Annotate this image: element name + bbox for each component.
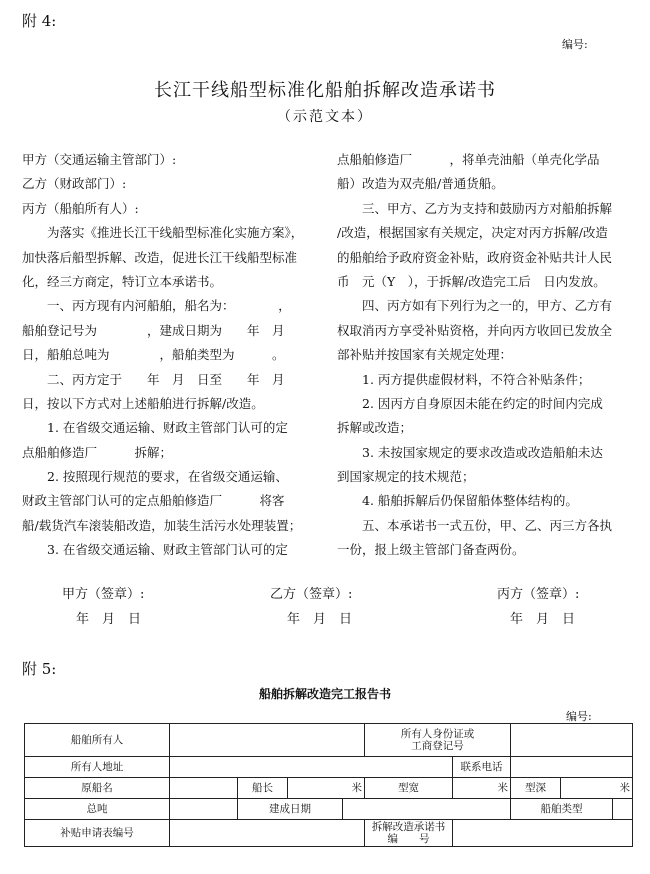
right-line: 的船舶给予政府资金补贴，政府资金补贴共计人民 bbox=[337, 249, 613, 265]
right-line: 币 元（Y ），于拆解/改造完工后 日内发放。 bbox=[337, 273, 606, 289]
address-label: 所有人地址 bbox=[25, 757, 170, 778]
ship-type-value[interactable] bbox=[613, 799, 633, 820]
left-line: 财政主管部门认可的定点船舶修造厂 将客 bbox=[22, 493, 285, 509]
document-subtitle: （示范文本） bbox=[277, 109, 373, 125]
left-column bbox=[22, 148, 327, 563]
depth-unit: 米 bbox=[561, 778, 633, 799]
owner-value[interactable] bbox=[170, 724, 365, 757]
left-line: 日，按以下方式对上述船舶进行拆解/改造。 bbox=[22, 395, 264, 411]
id-cert-value[interactable] bbox=[511, 724, 633, 757]
right-line: /改造，根据国家有关规定，决定对丙方拆解/改造 bbox=[337, 225, 608, 241]
right-line: 1. 丙方提供虚假材料，不符合补贴条件； bbox=[337, 371, 591, 387]
right-line: 3. 未按国家规定的要求改造或改造船舶未达 bbox=[337, 444, 603, 460]
signature-party-a: 甲方（签章）: bbox=[62, 587, 145, 602]
left-line: 丙方（船舶所有人）: bbox=[22, 200, 139, 216]
signature-date-b: 年 月 日 bbox=[287, 612, 353, 627]
length-unit: 米 bbox=[288, 778, 365, 799]
right-line: 四、丙方如有下列行为之一的，甲方、乙方有 bbox=[337, 298, 613, 314]
completion-report-table bbox=[24, 723, 633, 847]
left-line: 日，船舶总吨为 ，船舶类型为 。 bbox=[22, 347, 285, 363]
report-serial-label: 编号: bbox=[566, 710, 592, 723]
left-line: 甲方（交通运输主管部门）: bbox=[22, 152, 177, 167]
commit-no-value[interactable] bbox=[453, 820, 633, 847]
left-line: 加快落后船型拆解、改造，促进长江干线船型标准 bbox=[22, 249, 298, 265]
phone-value[interactable] bbox=[511, 757, 633, 778]
width-unit: 米 bbox=[453, 778, 511, 799]
signature-party-b: 乙方（签章）: bbox=[270, 587, 353, 602]
left-line: 1. 在省级交通运输、财政主管部门认可的定 bbox=[22, 420, 288, 436]
orig-name-value[interactable] bbox=[170, 778, 238, 799]
subsidy-no-label: 补贴申请表编号 bbox=[25, 820, 170, 847]
document-title: 长江干线船型标准化船舶拆解改造承诺书 bbox=[154, 80, 496, 101]
build-date-value[interactable] bbox=[343, 799, 511, 820]
right-line: 五、本承诺书一式五份，甲、乙、丙三方各执 bbox=[337, 517, 613, 533]
left-line: 化，经三方商定，特订立本承诺书。 bbox=[22, 273, 223, 289]
table-row bbox=[25, 799, 633, 820]
signature-party-c: 丙方（签章）: bbox=[497, 587, 580, 602]
depth-label: 型深 bbox=[511, 778, 561, 799]
left-line: 为落实《推进长江干线船型标准化实施方案》， bbox=[22, 225, 304, 241]
attachment-4-label: 附 4: bbox=[22, 12, 57, 30]
left-line: 2. 按照现行规范的要求，在省级交通运输、 bbox=[22, 469, 288, 485]
ship-type-label: 船舶类型 bbox=[511, 799, 613, 820]
commit-no-label: 拆解改造承诺书 编 号 bbox=[365, 820, 453, 847]
width-label: 型宽 bbox=[365, 778, 453, 799]
right-line: 船）改造为双壳船/普通货船。 bbox=[337, 176, 504, 192]
length-label: 船长 bbox=[238, 778, 288, 799]
address-value[interactable] bbox=[170, 757, 453, 778]
left-line: 二、丙方定于 年 月 日至 年 月 bbox=[22, 371, 285, 387]
subsidy-no-value[interactable] bbox=[170, 820, 365, 847]
right-line: 到国家规定的技术规范； bbox=[337, 469, 475, 485]
right-line: 拆解或改造； bbox=[337, 420, 413, 436]
report-title: 船舶拆解改造完工报告书 bbox=[258, 687, 391, 701]
left-line: 3. 在省级交通运输、财政主管部门认可的定 bbox=[22, 542, 288, 558]
left-line: 乙方（财政部门）: bbox=[22, 176, 127, 192]
table-row bbox=[25, 778, 633, 799]
right-line: 一份，报上级主管部门备查两份。 bbox=[337, 542, 525, 558]
owner-label: 船舶所有人 bbox=[25, 724, 170, 757]
signature-date-c: 年 月 日 bbox=[510, 612, 576, 627]
right-line: 2. 因丙方自身原因未能在约定的时间内完成 bbox=[337, 395, 603, 411]
right-line: 点船舶修造厂 ，将单壳油船（单壳化学品 bbox=[337, 152, 600, 167]
phone-label: 联系电话 bbox=[453, 757, 511, 778]
build-date-label: 建成日期 bbox=[238, 799, 343, 820]
serial-number-label: 编号: bbox=[562, 38, 588, 51]
left-line: 一、丙方现有内河船舶，船名为： ， bbox=[22, 298, 291, 314]
attachment-5-label: 附 5: bbox=[22, 660, 57, 678]
right-line: 权取消丙方享受补贴资格，并向丙方收回已发放全 bbox=[337, 322, 613, 338]
id-cert-label: 所有人身份证或 工商登记号 bbox=[365, 724, 511, 757]
right-column bbox=[337, 148, 637, 563]
right-line: 部补贴并按国家有关规定处理： bbox=[337, 347, 513, 363]
tonnage-value[interactable] bbox=[170, 799, 238, 820]
right-line: 4. 船舶拆解后仍保留船体整体结构的。 bbox=[337, 493, 578, 509]
left-line: 船舶登记号为 ，建成日期为 年 月 bbox=[22, 322, 285, 338]
right-line: 三、甲方、乙方为支持和鼓励丙方对船舶拆解 bbox=[337, 200, 613, 216]
tonnage-label: 总吨 bbox=[25, 799, 170, 820]
left-line: 点船舶修造厂 拆解； bbox=[22, 444, 173, 460]
table-row bbox=[25, 724, 633, 757]
signature-date-a: 年 月 日 bbox=[76, 612, 142, 627]
left-line: 船/载货汽车滚装船改造，加装生活污水处理装置； bbox=[22, 517, 302, 533]
table-row bbox=[25, 820, 633, 847]
orig-name-label: 原船名 bbox=[25, 778, 170, 799]
table-row bbox=[25, 757, 633, 778]
